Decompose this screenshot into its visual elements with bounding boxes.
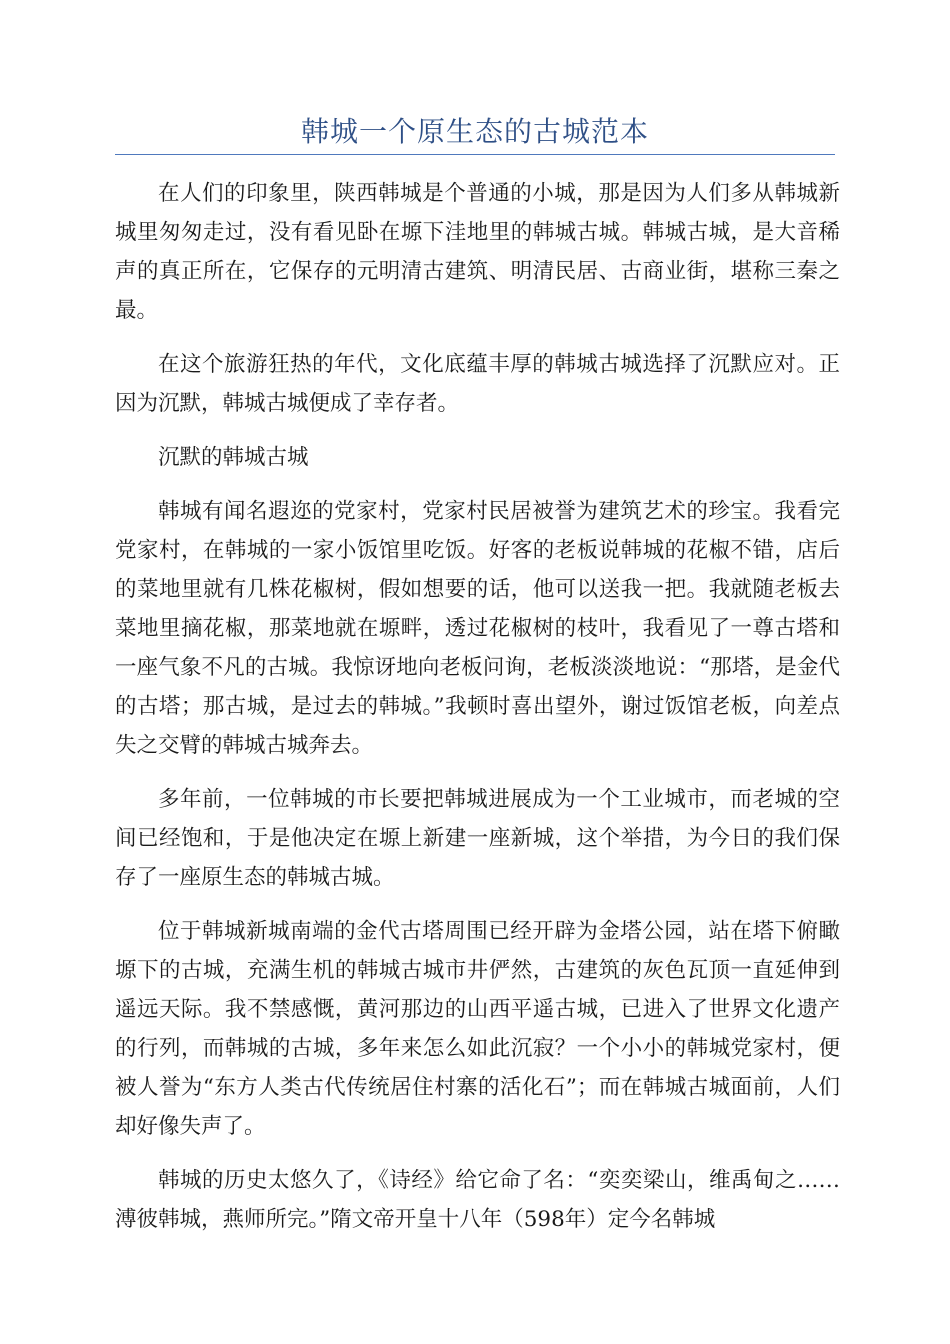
document-title: 韩城一个原生态的古城范本 bbox=[300, 115, 649, 148]
document-body bbox=[115, 174, 840, 1254]
paragraph-history: 韩城的历史太悠久了，《诗经》给它命了名：“奕奕梁山，维禹甸之……溥彼韩城，燕师所完。”隋文帝开皇十八年（598年）定今名韩城 bbox=[115, 1168, 840, 1232]
section-heading: 沉默的韩城古城 bbox=[158, 445, 309, 470]
paragraph-new-city: 多年前，一位韩城的市长要把韩城进展成为一个工业城市，而老城的空间已经饱和，于是他决定在塬上新建一座新城，这个举措，为今日的我们保存了一座原生态的韩城古城。 bbox=[115, 787, 840, 890]
paragraph-dangjia-village: 韩城有闻名遐迩的党家村，党家村民居被誉为建筑艺术的珍宝。我看完党家村，在韩城的一家小饭馆里吃饭。好客的老板说韩城的花椒不错，店后的菜地里就有几株花椒树，假如想要的话，他可以送我一把。我就随老板去菜地里摘花椒，那菜地就在塬畔，透过花椒树的枝叶，我看见了一尊古塔和一座气象不凡的古城。我惊讶地向老板问询，老板淡淡地说：“那塔，是金代的古塔；那古城，是过去的韩城。”我顿时喜出望外，谢过饭馆老板，向差点失之交臂的韩城古城奔去。 bbox=[115, 499, 840, 758]
paragraph-intro: 在人们的印象里，陕西韩城是个普通的小城，那是因为人们多从韩城新城里匆匆走过，没有看见卧在塬下洼地里的韩城古城。韩城古城，是大音稀声的真正所在，它保存的元明清古建筑、明清民居、古商业街，堪称三秦之最。 bbox=[115, 181, 840, 323]
paragraph-golden-pagoda: 位于韩城新城南端的金代古塔周围已经开辟为金塔公园，站在塔下俯瞰塬下的古城，充满生机的韩城古城市井俨然，古建筑的灰色瓦顶一直延伸到遥远天际。我不禁感慨，黄河那边的山西平遥古城，已进入了世界文化遗产的行列，而韩城的古城，多年来怎么如此沉寂？一个小小的韩城党家村，便被人誉为“东方人类古代传统居住村寨的活化石”；而在韩城古城面前，人们却好像失声了。 bbox=[115, 919, 840, 1139]
paragraph-silence: 在这个旅游狂热的年代，文化底蕴丰厚的韩城古城选择了沉默应对。正因为沉默，韩城古城便成了幸存者。 bbox=[115, 352, 840, 416]
title-underline bbox=[115, 154, 835, 155]
